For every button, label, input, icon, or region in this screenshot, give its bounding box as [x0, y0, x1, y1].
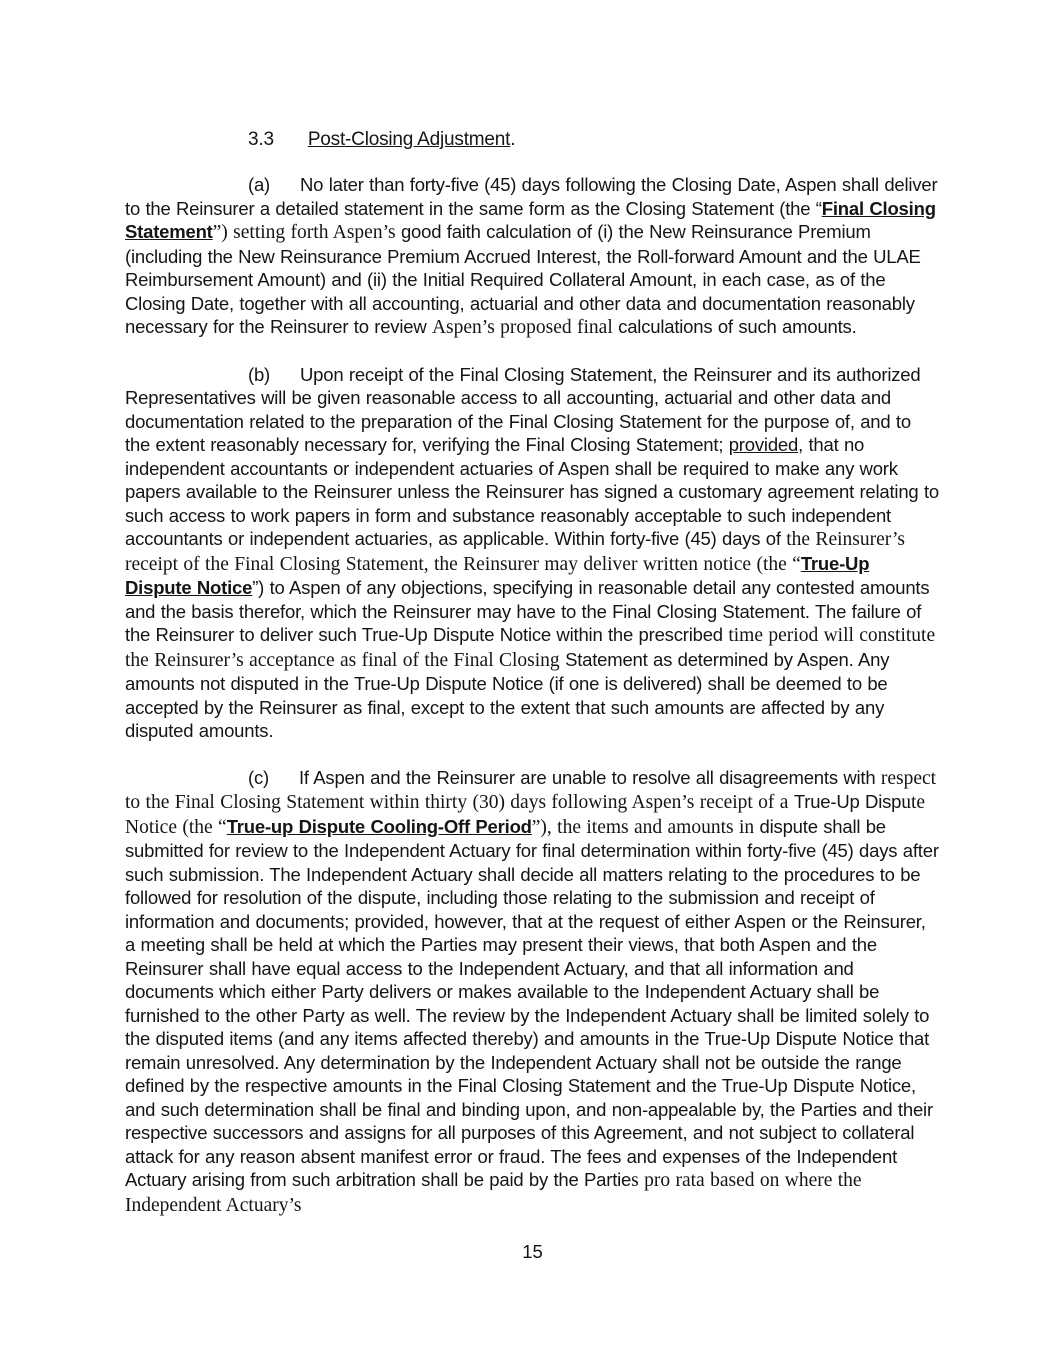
text-run: True-Up Disp	[793, 791, 902, 812]
section-title-period: .	[510, 129, 516, 150]
document-page	[125, 128, 940, 1264]
defined-term: Final Closing Statement	[125, 197, 936, 242]
section-heading	[248, 128, 940, 152]
page-number: 15	[522, 1241, 543, 1262]
paragraph-b	[125, 363, 940, 743]
paragraph-label: (b)	[248, 363, 271, 385]
paragraph-label: (c)	[248, 766, 269, 788]
text-run: Upon receipt of the Final Closing Statement, the Reinsurer and its authorized Representatives will be given reasonable access to all accounting, actuarial and other data and documentation related to the preparation of the Final Closing Statement for the purpose of, and to the extent reasonably necessary for, verifying the Final Closing Statement;	[125, 363, 921, 455]
body-paragraphs	[125, 173, 940, 1217]
section-number: 3.3	[248, 129, 274, 150]
text-run: If Aspen and the Reinsurer are unable to resolve all disagreements with	[298, 766, 881, 788]
defined-term: True-up Dispute Cooling-Off Period	[226, 815, 532, 837]
defined-term: True-Up Dispute Notice	[125, 552, 870, 598]
section-title: Post-Closing Adjustment	[307, 129, 511, 150]
text-run: ”) to Aspen of any objections, specifying in reasonable detail any contested amounts and the basis therefor, which the Reinsurer may have to the Final Closing Statement. The failure of the Reinsurer to deliver such True-Up Dispute Notice within the prescribed	[125, 577, 930, 645]
text-run: Statement as determined by Aspen. Any amounts not disputed in the True-Up Dispute Notice (if one is delivered) shall be deemed to be accepted by the Reinsurer as final, except to the extent that such amounts are affected by any disputed amounts.	[125, 648, 890, 741]
text-run: the Reinsurer’s receipt of the Final Closing Statement, the Reinsurer may deliver written notice (the “	[125, 529, 905, 575]
text-run: good faith calculation of (i) the New Reinsurance Premium (including the New Reinsurance Premium Accrued Interest, the Roll-forward Amount and the ULAE Reimbursement Amount) and (ii) the Initial Required Collateral Amount, in each case, as of the Closing Date, together with all accounting, actuarial and other data and documentation reasonably necessary for the Reinsurer to review	[125, 221, 921, 337]
text-run: , that no independent accountants or independent actuaries of Aspen shall be required to make any work papers available to the Reinsurer unless the Reinsurer has signed a customary agreement relating to such access to work papers in form and substance reasonably acceptable to such independent accountants or independent actuaries, as applicable. Within forty-five (45) days of	[125, 434, 939, 549]
text-run: time period will constitute the Reinsurer’s acceptance as final of the Final Closing	[125, 625, 936, 671]
text-run: dispute shall be submitted for review to the Independent Actuary for final determination within forty-five (45) days after such submission. The Independent Actuary shall decide all matters relating to the procedures to be followed for resolution of the dispute, including those relating to the submission and receipt of information and documents; provided, however, that at the request of either Aspen or the Reinsurer, a meeting shall be held at which the Parties may present their views, that both Aspen and the Reinsurer shall have equal access to the Independent Actuary, and that all information and documents which either Party delivers or makes available to the Independent Actuary shall be furnished to the other Party as well. The review by the Independent Actuary shall be limited solely to the disputed items (and any items affected thereby) and amounts in the True-Up Dispute Notice that remain unresolved. Any determination by the Independent Actuary shall not be outside the range defined by the respective amounts in the Final Closing Statement and the True-Up Dispute Notice, and such determination shall be final and binding upon, and non-appealable by, the Parties and their respective successors and assigns for all purposes of this Agreement, and not subject to collateral attack for any reason absent manifest error or fraud. The fees and expenses of the Independent Actuary arising from such arbitration shall be paid by the Partie	[125, 815, 939, 1190]
text-run: No later than forty-five (45) days following the Closing Date, Aspen shall deliver to the Reinsurer a detailed statement in the same form as the Closing Statement (the “	[125, 174, 938, 219]
paragraph-c	[125, 766, 940, 1218]
text-run: s pro rata based on where the Independent Actuary’s	[125, 1170, 862, 1216]
text-run: Aspen’s proposed final	[431, 317, 619, 338]
text-run: ”), the items and amounts in	[531, 816, 760, 838]
text-run: ”) setting forth Aspen’s	[212, 222, 401, 243]
text-run: calculations of such amounts.	[618, 316, 857, 337]
paragraph-label: (a)	[248, 174, 271, 195]
text-run: ute Notice (the “	[125, 792, 926, 838]
text-run: provided	[728, 434, 799, 455]
paragraph-a	[125, 173, 940, 340]
text-run: respect to the Final Closing Statement within thirty (30) days following Aspen’s receipt of a	[125, 767, 937, 813]
